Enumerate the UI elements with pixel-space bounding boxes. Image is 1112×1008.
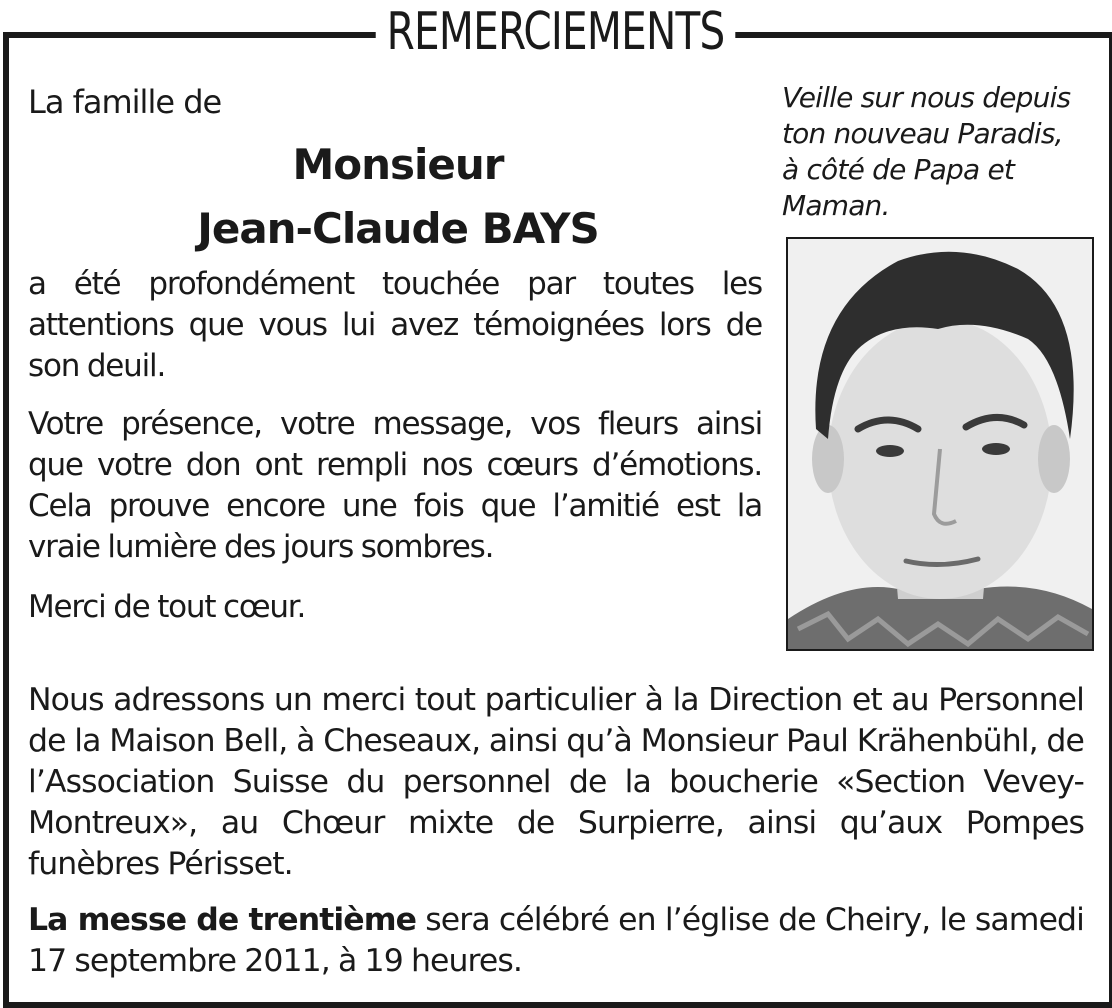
deceased-name: Jean-Claude BAYS xyxy=(197,204,599,253)
intro-text: La famille de xyxy=(28,83,222,121)
paragraph-thanks: a été profondément touchée par toutes les attentions que vous lui avez témoignées lors de son deuil. xyxy=(28,266,762,384)
paragraph-special-thanks: Nous adressons un merci tout particulier à la Direction et au Personnel de la Maison Bell, à Cheseaux, ainsi qu’à Monsieur Paul Krähenbühl, de l’Association Suisse du personnel de la boucherie «Section Vevey-Montreux», au Chœur mixte de Surpierre, ainsi qu’aux Pompes funèbres Périsset. xyxy=(28,682,1084,882)
portrait-photo xyxy=(786,237,1094,651)
quote-line: à côté de Papa et xyxy=(782,153,1015,186)
paragraph-merci: Merci de tout cœur. xyxy=(28,589,306,625)
quote-line: ton nouveau Paradis, xyxy=(782,117,1063,150)
deceased-civility: Monsieur xyxy=(292,140,504,189)
mass-title: La messe de trentième xyxy=(28,902,417,938)
mass-details: sera célébré en l’église de Cheiry, le samedi 17 septembre 2011, à 19 heures. xyxy=(28,902,1084,979)
memorial-quote xyxy=(782,80,1102,224)
notice-title: REMERCIEMENTS xyxy=(376,0,736,64)
quote-line: Veille sur nous depuis xyxy=(782,81,1071,114)
paragraph-mass xyxy=(28,900,1084,982)
quote-line: Maman. xyxy=(782,189,890,222)
portrait-image xyxy=(788,239,1092,649)
notice-title-bar xyxy=(0,0,1112,64)
paragraph-presence: Votre présence, votre message, vos fleurs ainsi que votre don ont rempli nos cœurs d’émotions. Cela prouve encore une fois que l’amitié est la vraie lumière des jours sombres. xyxy=(28,406,762,565)
